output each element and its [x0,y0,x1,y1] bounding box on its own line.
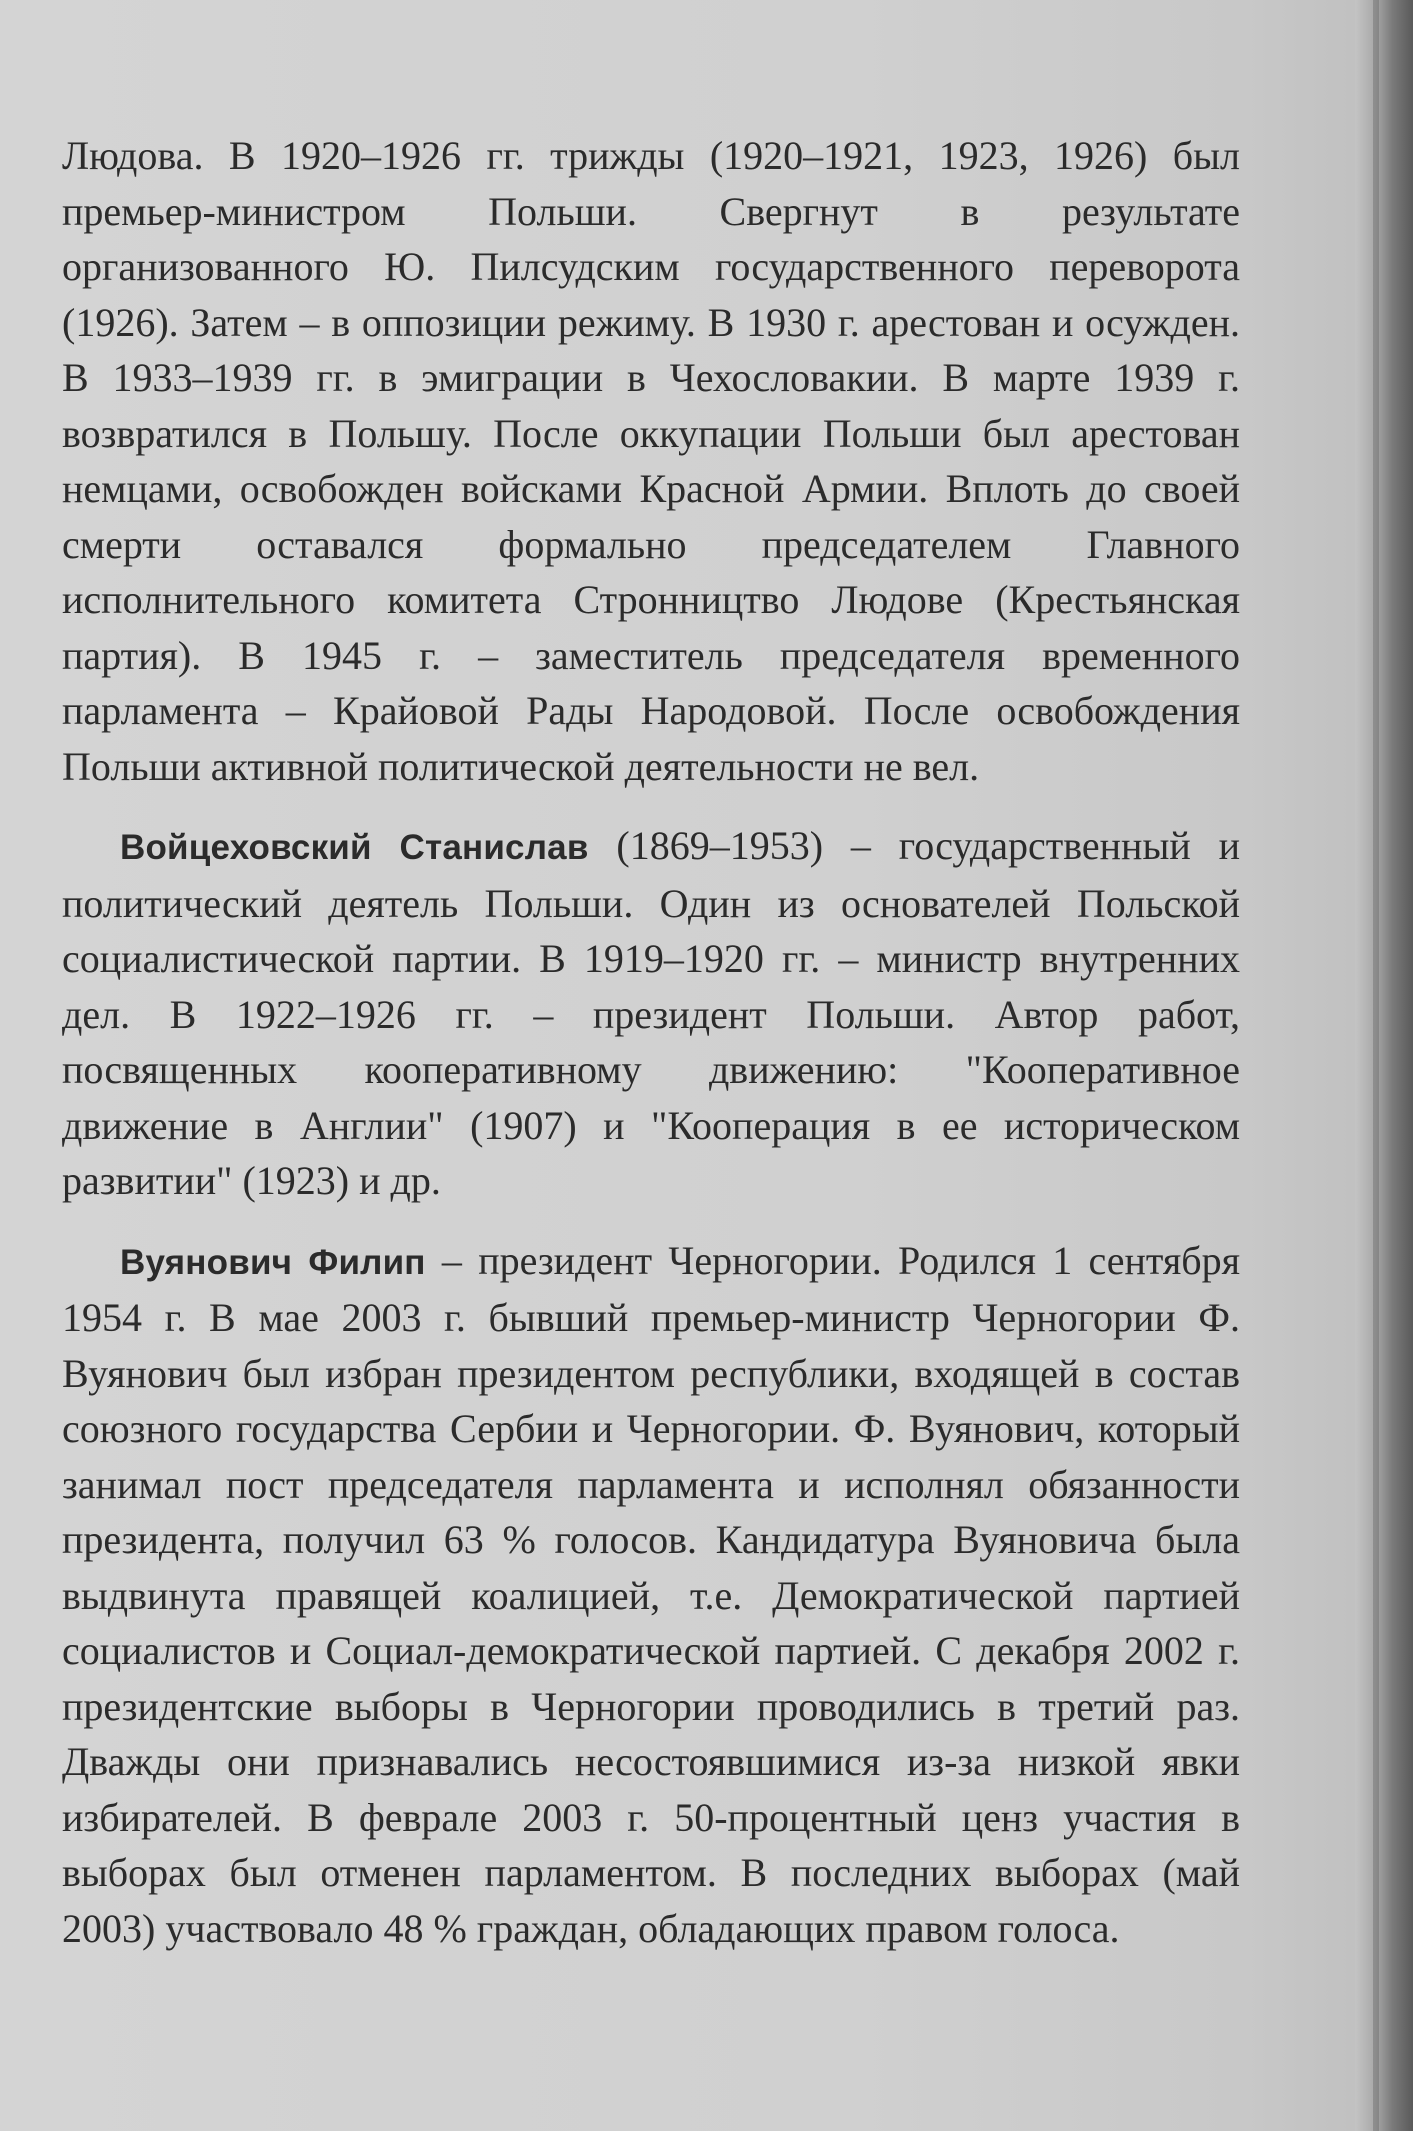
paragraph-continuation [62,128,1240,794]
entry-name: Войцеховский Станислав [120,828,589,867]
entry-name: Вуянович Филип [120,1242,426,1282]
entry-text: (1869–1953) – государственный и политический деятель Польши. Один из основателей Польской социалистической партии. В 1919–1920 гг. – министр внутренних дел. В 1922–1926 гг. – президент Польши. Автор работ, посвященных кооперативному движению: "Кооперативное движение в Англии" (1907) и "Кооперация в ее историческом развитии" (1923) и др. [62,823,1241,1203]
book-spine-shadow [1355,0,1413,2131]
entry-text: – президент Черногории. Родился 1 сентября 1954 г. В мае 2003 г. бывший премьер-министр Черногории Ф. Вуянович был избран президентом республики, входящей в состав союзного государства Сербии и Черногории. Ф. Вуянович, который занимал пост председателя парламента и исполнял обязанности президента, получил 63 % голосов. Кандидатура Вуяновича была выдвинута правящей коалицией, т.е. Демократической партией социалистов и Социал-демократической партией. С декабря 2002 г. президентские выборы в Черногории проводились в третий раз. Дважды они признавались несостоявшимися из-за низкой явки избирателей. В феврале 2003 г. 50-процентный ценз участия в выборах был отменен парламентом. В последних выборах (май 2003) участвовало 48 % граждан, обладающих правом голоса. [62,1237,1240,1951]
page-text [62,128,1240,1980]
paragraph-text: Людова. В 1920–1926 гг. трижды (1920–1921, 1923, 1926) был премьер-министром Польши. Свергнут в результате организованного Ю. Пилсудским государственного переворота (1926). Затем – в оппозиции режиму. В 1930 г. арестован и осужден. В 1933–1939 гг. в эмиграции в Чехословакии. В марте 1939 г. возвратился в Польшу. После оккупации Польши был арестован немцами, освобожден войсками Красной Армии. Вплоть до своей смерти оставался формально председателем Главного исполнительного комитета Стронництво Людове (Крестьянская партия). В 1945 г. – заместитель председателя временного парламента – Крайовой Рады Народовой. После освобождения Польши активной политической деятельности не вел. [62,133,1240,789]
entry-wojciechowski [62,818,1240,1209]
entry-vujanovic [62,1233,1240,1957]
